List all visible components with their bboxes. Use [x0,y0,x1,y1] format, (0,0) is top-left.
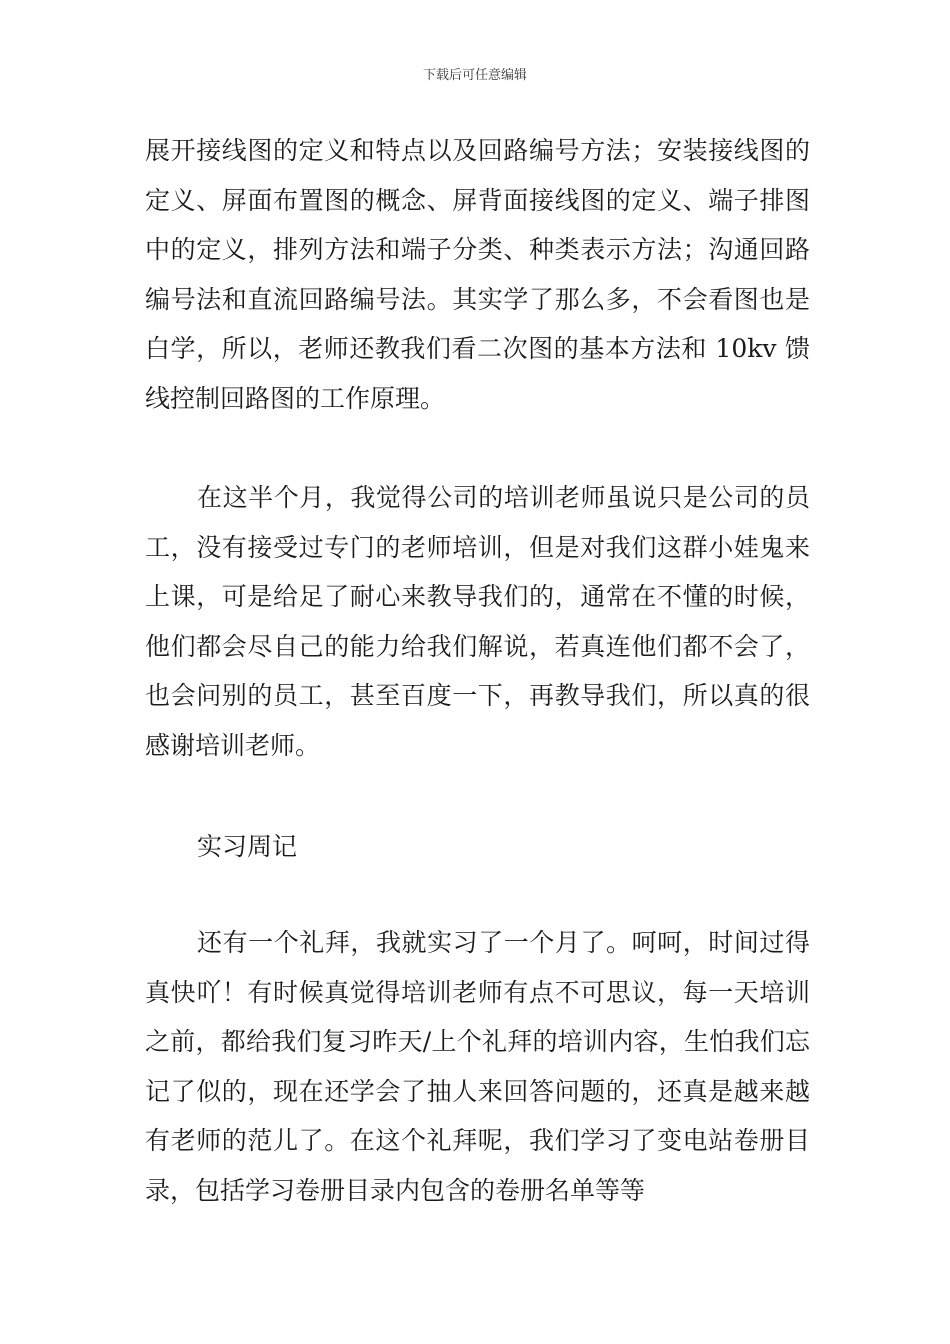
section-title: 实习周记 [197,832,298,861]
header-note: 下载后可任意编辑 [422,68,527,83]
paragraph-trainer-appreciation: 在这半个月，我觉得公司的培训老师虽说只是公司的员工，没有接受过专门的老师培训，但是对我们这群小娃鬼来上课，可是给足了耐心来教导我们的，通常在不懂的时候，他们都会尽自己的能力给我们解说，若真连他们都不会了，也会问别的员工，甚至百度一下，再教导我们，所以真的很感谢培训老师。 [145,483,810,760]
paragraph-weekly-journal: 还有一个礼拜，我就实习了一个月了。呵呵，时间过得真快吖！有时候真觉得培训老师有点不可思议，每一天培训之前，都给我们复习昨天/上个礼拜的培训内容，生怕我们忘记了似的，现在还学会了抽人来回答问题的，还真是越来越有老师的范儿了。在这个礼拜呢，我们学习了变电站卷册目录，包括学习卷册目录内包含的卷册名单等等 [145,928,810,1205]
paragraph-wiring-diagrams: 展开接线图的定义和特点以及回路编号方法；安装接线图的定义、屏面布置图的概念、屏背面接线图的定义、端子排图中的定义，排列方法和端子分类、种类表示方法；沟通回路编号法和直流回路编号法。其实学了那么多，不会看图也是白学，所以，老师还教我们看二次图的基本方法和 10kv 馈线控制回路图的工作原理。 [145,136,810,413]
